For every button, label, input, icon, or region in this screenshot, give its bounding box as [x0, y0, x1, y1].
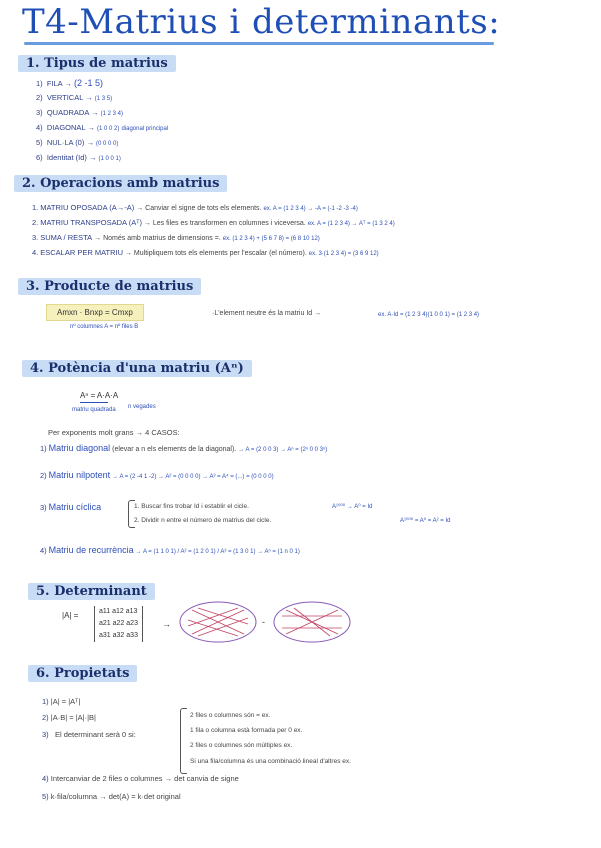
list-item: 1) FILA → (2 -1 5) — [36, 78, 103, 88]
list-item: 5) k·fila/columna → det(A) = k·det original — [42, 792, 181, 801]
list-item: 4) DIAGONAL → (1 0 0 2) diagonal principal — [36, 123, 169, 132]
zero-case-1: 2 files o columnes són = ex. — [190, 712, 271, 719]
cyclic-step-1: 1. Buscar fins trobar Id i establir el cicle. — [134, 503, 249, 510]
list-item: 4. ESCALAR PER MATRIU → Multipliquem tots els elements per l'escalar (el número). ex. 3·(1 2 3 4) = (3 6 9 12) — [32, 248, 379, 257]
list-item: 3) QUADRADA → (1 2 3 4) — [36, 108, 123, 117]
sarrus-diagram-negative — [272, 600, 352, 644]
power-formula: Aⁿ = A·A·A — [80, 391, 119, 400]
title-underline — [24, 42, 494, 45]
page-title: T4-Matrius i determinants: — [22, 2, 501, 42]
arrow-icon: → — [162, 619, 171, 629]
cyclic-note-1: A¹⁰⁰⁰ → A⁰ = Id — [332, 504, 373, 510]
zero-case-3: 2 files o columnes són múltiples ex. — [190, 742, 293, 749]
formula-note-square: matriu quadrada — [72, 407, 116, 413]
list-item: 1) |A| = |Aᵀ| — [42, 697, 81, 706]
list-item: 4) Matriu de recurrència → A = (1 1 0 1) / A² = (1 2 0 1) / A³ = (1 3 0 1) → Aⁿ = (1 n 0 1) — [40, 545, 300, 555]
list-item: 4) Intercanviar de 2 files o columnes → det canvia de signe — [42, 774, 239, 783]
list-item: 3. SUMA / RESTA → Només amb matrius de dimensions =. ex. (1 2 3 4) + (5 6 7 8) = (6 8 10 12) — [32, 233, 320, 242]
list-item: 3) El determinant serà 0 si: — [42, 730, 136, 739]
product-formula-note: nº columnes A = nº files B — [70, 324, 139, 330]
list-item: 6) Identitat (Id) → (1 0 0 1) — [36, 153, 121, 162]
section-3-header: 3. Producte de matrius — [18, 278, 201, 295]
cyclic-step-2: 2. Dividir n entre el número de matrius del cicle. — [134, 517, 272, 524]
det-matrix: a11 a12 a13 a21 a22 a23 a31 a32 a33 — [94, 606, 143, 642]
minus-sign: - — [262, 617, 265, 627]
neutral-element-text: ·L'element neutre és la matriu Id → — [212, 310, 322, 317]
list-item: 1) Matriu diagonal (elevar a n els elements de la diagonal). → A = (2 0 0 3) → Aⁿ = (2ⁿ 0 0 3ⁿ) — [40, 443, 328, 453]
list-item: 2. MATRIU TRANSPOSADA (Aᵀ) → Les files es transformen en columnes i viceversa. ex. A = (1 2 3 4) → Aᵀ = (1 3 2 4) — [32, 218, 395, 227]
list-item: 3) Matriu cíclica — [40, 502, 102, 512]
det-lhs: |A| = — [62, 611, 79, 620]
neutral-element-example: ex. A·Id = (1 2 3 4)(1 0 0 1) = (1 2 3 4) — [378, 312, 480, 318]
sarrus-diagram-positive — [178, 600, 258, 644]
bracket — [180, 708, 187, 774]
cyclic-note-2: A¹⁰⁰⁰ = A⁰ = A² = Id — [400, 518, 451, 524]
section-4-header: 4. Potència d'una matriu (Aⁿ) — [22, 360, 252, 377]
list-item: 2) Matriu nilpotent → A = (2 -4 1 -2) → A² = (0 0 0 0) → A³ = A⁴ = (...) = (0 0 0 0) — [40, 470, 274, 480]
list-item: 5) NUL·LA (0) → (0 0 0 0) — [36, 138, 119, 147]
product-formula-box: Amxn · Bnxp = Cmxp — [46, 304, 144, 321]
section-6-header: 6. Propietats — [28, 665, 137, 682]
cases-intro: Per exponents molt grans → 4 CASOS: — [48, 428, 180, 437]
zero-case-4: Si una fila/columna és una combinació lineal d'altres ex. — [190, 758, 351, 765]
list-item: 2) VERTICAL → (1 3 5) — [36, 93, 113, 102]
section-1-header: 1. Tipus de matrius — [18, 55, 176, 72]
section-5-header: 5. Determinant — [28, 583, 155, 600]
formula-note-n: n vegades — [128, 404, 156, 410]
list-item: 1. MATRIU OPOSADA (A→-A) → Canviar el signe de tots els elements. ex. A = (1 2 3 4) → -A = (-1 -2 -3 -4) — [32, 203, 358, 212]
list-item: 2) |A·B| = |A|·|B| — [42, 713, 97, 722]
zero-case-2: 1 fila o columna està formada per 0 ex. — [190, 727, 303, 734]
section-2-header: 2. Operacions amb matrius — [14, 175, 227, 192]
formula-underline — [80, 402, 108, 403]
